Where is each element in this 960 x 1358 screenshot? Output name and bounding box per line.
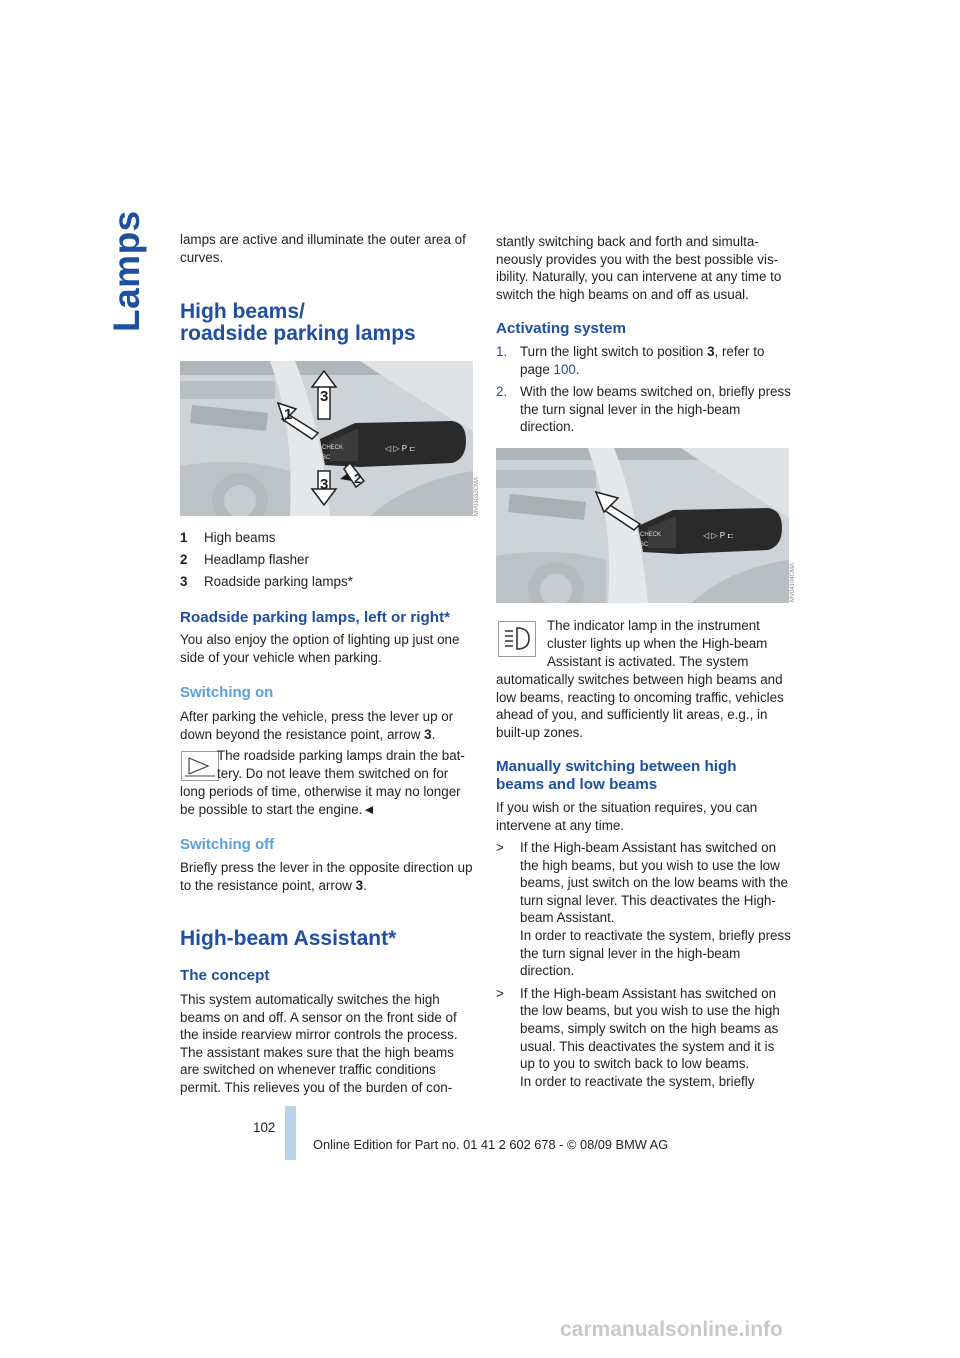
page-number: 102 xyxy=(253,1120,276,1135)
indicator-line-2: cluster lights up when the High-beam xyxy=(547,636,768,651)
lever-illustration-2 xyxy=(496,448,789,603)
svg-text:CHECK: CHECK xyxy=(640,532,662,538)
note-text: long periods of time, otherwise it may no longer be possible to start the engine.◄ xyxy=(180,784,461,817)
footer-accent-bar xyxy=(285,1106,296,1160)
svg-text:◁ ▷ P ⊏: ◁ ▷ P ⊏ xyxy=(385,444,416,453)
activation-steps xyxy=(496,343,791,436)
footer-edition-text: Online Edition for Part no. 01 41 2 602 678 - © 08/09 BMW AG xyxy=(313,1137,669,1152)
figure-lever-2 xyxy=(496,448,789,603)
heading-switching-off: Switching off xyxy=(180,836,275,853)
heading-concept: The concept xyxy=(180,967,270,984)
figure-code-1: MV03032CMA xyxy=(474,476,480,516)
site-watermark: carmanualsonline.info xyxy=(560,1318,783,1341)
manual-text: If you wish or the situation requires, you can intervene at any time. xyxy=(496,800,758,833)
svg-text:◁ ▷ P ⊏: ◁ ▷ P ⊏ xyxy=(703,531,734,540)
concept-text: This system automatically switches the high beams on and off. A sensor on the front side of the inside rearview mirror controls the process. The assistant makes sure that the high beams are switched on whenever traffic conditions permit. This relieves you of the burden of con- xyxy=(180,992,458,1095)
heading-assistant: High-beam Assistant* xyxy=(180,927,397,950)
arrow-label-1: 1 xyxy=(284,406,293,423)
indicator-line-1: The indicator lamp in the instrument xyxy=(547,618,760,633)
indicator-text: automatically switches between high beams and low beams, reacting to oncoming traffic, vehicles ahead of you, and sufficiently lit areas, e.g., in built-up zones. xyxy=(496,672,784,740)
arrow-label-3-up: 3 xyxy=(320,388,329,405)
heading-activating: Activating system xyxy=(496,320,626,337)
heading-roadside-lr: Roadside parking lamps, left or right* xyxy=(180,609,451,626)
switching-off-text: Briefly press the lever in the opposite direction up to the resistance point, arrow 3. xyxy=(180,860,473,893)
svg-text:BC: BC xyxy=(640,542,649,548)
bullet-item: > If the High-beam Assistant has switched on the high beams, but you wish to use the low beams, just switch on the low beams with the turn signal lever. This deactivates the High-beam Assistant. In order to reactivate the system, briefly press the turn signal lever in the high-beam direction. xyxy=(496,840,791,979)
heading-switching-on: Switching on xyxy=(180,684,274,701)
chapter-title: Lamps xyxy=(106,210,147,332)
lever-illustration-1 xyxy=(180,361,473,516)
intro-text: lamps are active and illuminate the outer area of curves. xyxy=(180,232,466,265)
high-beam-indicator-icon xyxy=(498,621,536,657)
note-line-1: The roadside parking lamps drain the bat- xyxy=(217,748,465,763)
page-link-100[interactable]: 100 xyxy=(553,361,576,377)
legend-item-1: 1 High beams xyxy=(180,530,276,545)
arrow-label-3-down: 3 xyxy=(320,476,329,493)
indicator-line-3: Assistant is activated. The system xyxy=(547,654,749,669)
step-1: 1. Turn the light switch to position 3, refer to page 100. xyxy=(496,344,765,377)
switching-on-text: After parking the vehicle, press the lever up or down beyond the resistance point, arrow 3. xyxy=(180,709,454,742)
heading-high-beams: High beams/ roadside parking lamps xyxy=(180,300,416,345)
figure-lever-1 xyxy=(180,361,473,516)
roadside-text: You also enjoy the option of lighting up just one side of your vehicle when parking. xyxy=(180,632,460,665)
svg-text:BC: BC xyxy=(322,455,331,461)
step-2: 2. With the low beams switched on, briefly press the turn signal lever in the high-beam direction. xyxy=(496,384,791,435)
legend-item-3: 3 Roadside parking lamps* xyxy=(180,574,353,589)
arrow-label-2: 2 xyxy=(354,471,362,486)
note-triangle-icon xyxy=(181,751,219,781)
figure-code-2: MV04104CMA xyxy=(790,562,796,602)
legend-item-2: 2 Headlamp flasher xyxy=(180,552,309,567)
continued-text: stantly switching back and forth and simultaneously provides you with the best possible visibility. Naturally, you can intervene at any time to switch the high beams on and off as usual. xyxy=(496,234,782,302)
manual-bullets xyxy=(496,839,792,1090)
heading-manual: Manually switching between high beams and low beams xyxy=(496,758,737,793)
svg-text:CHECK: CHECK xyxy=(322,445,344,451)
note-line-2: tery. Do not leave them switched on for xyxy=(217,766,449,781)
bullet-item: > If the High-beam Assistant has switched on the low beams, but you wish to use the high beams, simply switch on the high beams as usual. This deactivates the system and it is up to you to switch back to low beams. In order to reactivate the system, briefly xyxy=(496,985,780,1089)
